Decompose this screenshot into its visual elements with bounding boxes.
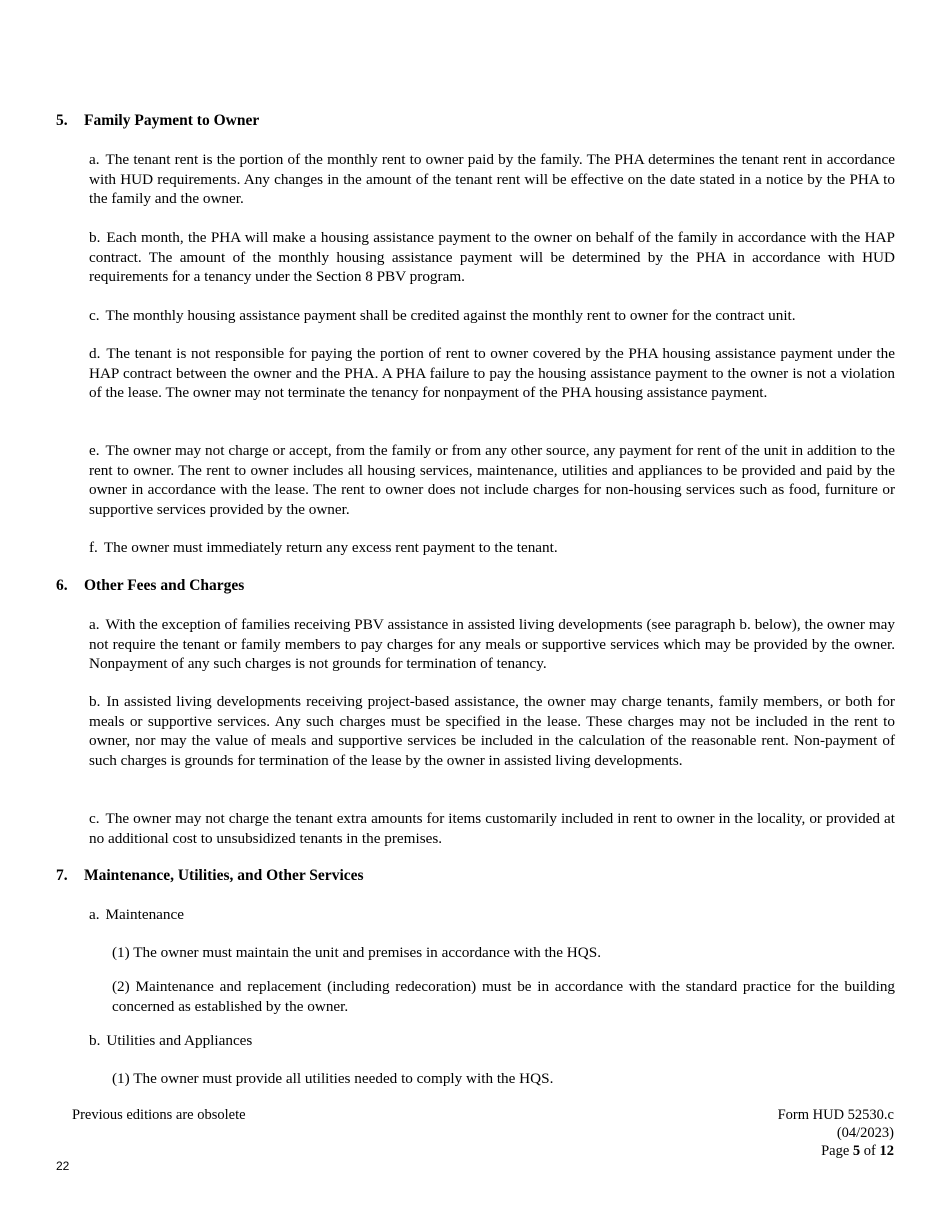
section-title: Family Payment to Owner — [84, 112, 260, 129]
para-label: b. — [89, 693, 101, 710]
form-number: Form HUD 52530.c — [777, 1107, 894, 1123]
form-date: (04/2023) — [836, 1125, 894, 1141]
section-7-heading — [56, 866, 896, 886]
para-text: The tenant rent is the portion of the monthly rent to owner paid by the family. The PHA determines the tenant rent in accordance with HUD requirements. Any changes in the amount of the tenant rent will be effective on the date stated in a notice by the PHA to the family and the owner. — [89, 151, 895, 208]
para-text: The tenant is not responsible for paying the portion of rent to owner covered by the PHA housing assistance payment under the HAP contract between the owner and the PHA. A PHA failure to pay the housing assistance payment to the owner is not a violation of the lease. The owner may not terminate the tenancy for nonpayment of the PHA housing assistance payment. — [89, 345, 895, 402]
para-label: b. — [89, 1032, 101, 1049]
section-6-para-c — [89, 809, 895, 848]
section-6-heading — [56, 576, 896, 596]
section-5-para-b — [89, 228, 895, 287]
para-text: With the exception of families receiving PBV assistance in assisted living developments (see paragraph b. below), the owner may not require the tenant or family members to pay charges for any meals or supportive services which may be provided by the owner. Nonpayment of any such charges is not grounds for termination of tenancy. — [89, 616, 895, 673]
section-7-subheading-b — [89, 1031, 895, 1051]
item-label: (2) — [112, 978, 130, 995]
page-current: 5 — [852, 1143, 861, 1159]
para-text: The owner may not charge or accept, from the family or from any other source, any payment for rent of the unit in addition to the rent to owner. The rent to owner includes all housing services, maintenance, utilities and appliances to be provided and paid by the owner in accordance with the lease. The rent to owner does not include charges for non-housing services such as food, furniture or supportive services provided by the owner. — [89, 442, 895, 518]
section-6-para-b — [89, 692, 895, 770]
page-of: of — [863, 1143, 876, 1159]
footer-obsolete-note: Previous editions are obsolete — [72, 1107, 246, 1123]
para-text: Each month, the PHA will make a housing assistance payment to the owner on behalf of the family in accordance with the HAP contract. The amount of the monthly housing assistance payment will be determined by the PHA in accordance with HUD requirements for a tenancy under the Section 8 PBV program. — [89, 229, 895, 286]
item-text: The owner must maintain the unit and premises in accordance with the HQS. — [133, 944, 601, 961]
para-label: e. — [89, 442, 100, 459]
para-text: The monthly housing assistance payment shall be credited against the monthly rent to owner for the contract unit. — [105, 307, 796, 324]
section-7-a-item-1 — [112, 943, 895, 963]
section-7-subheading-a — [89, 905, 895, 925]
section-5-para-c — [89, 306, 895, 326]
section-number: 6. — [56, 577, 68, 594]
section-7-a-item-2 — [112, 977, 895, 1016]
section-5-para-e — [89, 441, 895, 519]
section-title: Other Fees and Charges — [84, 577, 245, 594]
para-text: In assisted living developments receiving project-based assistance, the owner may charge tenants, family members, or both for meals or supportive services. Any such charges must be specified in the lease. These charges may not be included in the rent to owner, nor may the value of meals and supportive services be included in the calculation of the reasonable rent. Non-payment of such charges is grounds for termination of the lease by the owner in assisted living developments. — [89, 693, 895, 769]
para-label: d. — [89, 345, 101, 362]
section-title: Maintenance, Utilities, and Other Services — [84, 867, 364, 884]
para-label: a. — [89, 151, 100, 168]
page-indicator — [778, 1142, 894, 1160]
section-number: 5. — [56, 112, 68, 129]
section-number: 7. — [56, 867, 68, 884]
section-5-heading — [56, 111, 896, 131]
section-5-para-f — [89, 538, 895, 558]
para-label: a. — [89, 906, 100, 923]
subheading-text: Maintenance — [105, 906, 184, 923]
para-label: b. — [89, 229, 101, 246]
para-label: c. — [89, 810, 100, 827]
subheading-text: Utilities and Appliances — [106, 1032, 253, 1049]
page-total: 12 — [879, 1143, 894, 1159]
item-label: (1) — [112, 944, 130, 961]
section-5-para-a — [89, 150, 895, 209]
item-text: The owner must provide all utilities needed to comply with the HQS. — [133, 1070, 554, 1087]
section-6-para-a — [89, 615, 895, 674]
footer-form-info — [778, 1106, 894, 1160]
para-label: f. — [89, 539, 98, 556]
item-text: Maintenance and replacement (including redecoration) must be in accordance with the standard practice for the building concerned as established by the owner. — [112, 978, 896, 1015]
item-label: (1) — [112, 1070, 130, 1087]
para-text: The owner may not charge the tenant extra amounts for items customarily included in rent to owner in the locality, or provided at no additional cost to unsubsidized tenants in the premises. — [89, 810, 895, 847]
para-label: c. — [89, 307, 100, 324]
page-word: Page — [821, 1143, 850, 1159]
section-7-b-item-1 — [112, 1069, 895, 1089]
page-number: 22 — [56, 1159, 70, 1173]
para-text: The owner must immediately return any excess rent payment to the tenant. — [103, 539, 558, 556]
para-label: a. — [89, 616, 100, 633]
section-5-para-d — [89, 344, 895, 403]
